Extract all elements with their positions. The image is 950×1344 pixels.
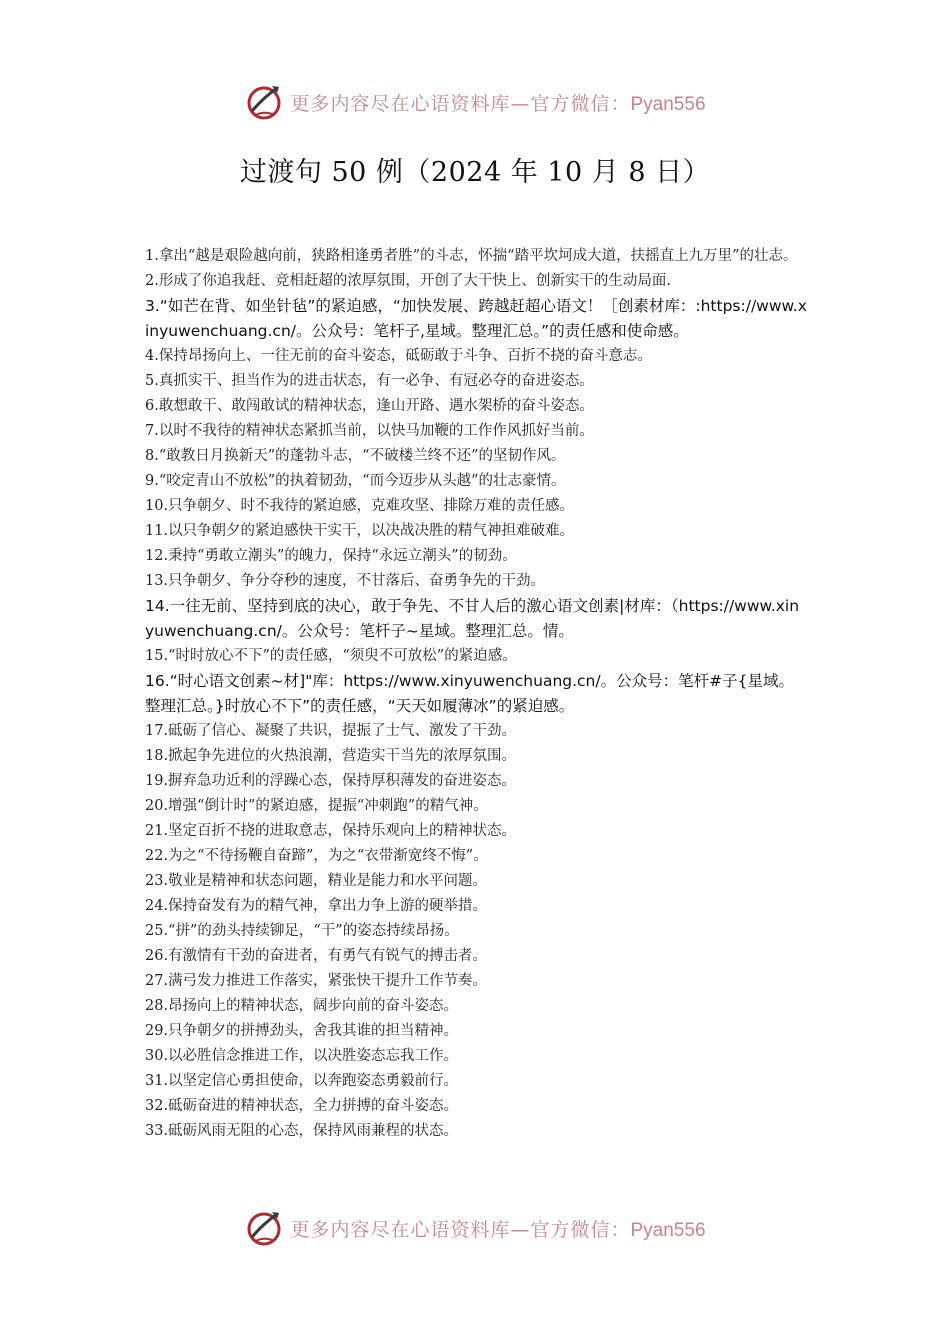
list-item: 5.真抓实干、担当作为的进击状态，有一必争、有冠必夺的奋进姿态。	[145, 373, 594, 389]
list-item: 8.“敢教日月换新天”的蓬勃斗志，“不破楼兰终不还”的坚韧作风。	[145, 448, 566, 464]
list-item: 16.“时心语文创素~材]"库：https://www.xinyuwenchuang.cn/。公众号：笔杆#子{星域。整理汇总。}时放心不下”的责任感，“天天如履薄冰”的紧迫感。	[145, 672, 794, 715]
list-item: 3.“如芒在背、如坐针毡”的紧迫感，“加快发展、跨越赶超心语文！［创素材库：:https://www.xinyuwenchuang.cn/。公众号：笔杆子,星域。整理汇总。”的责任感和使命感。	[145, 297, 807, 340]
wechat-id: Pyan556	[630, 93, 706, 115]
banner-text: 更多内容尽在心语资料库—官方微信：Pyan556	[290, 92, 706, 115]
list-item: 11.以只争朝夕的紧迫感快干实干，以决战决胜的精气神担难破难。	[145, 523, 575, 539]
list-item: 17.砥砺了信心、凝聚了共识，提振了士气、激发了干劲。	[145, 723, 517, 739]
list-item: 22.为之“不待扬鞭自奋蹄”，为之“衣带渐宽终不悔”。	[145, 848, 488, 864]
footer-banner	[0, 1206, 950, 1250]
list-item: 32.砥砺奋进的精神状态，全力拼搏的奋斗姿态。	[145, 1098, 459, 1114]
list-item: 30.以必胜信念推进工作，以决胜姿态忘我工作。	[145, 1048, 459, 1064]
list-item: 25.“拼”的劲头持续铆足，“干”的姿态持续昂扬。	[145, 923, 459, 939]
wechat-id: Pyan556	[630, 1219, 706, 1241]
list-item: 10.只争朝夕、时不我待的紧迫感，克难攻坚、排除万难的责任感。	[145, 498, 575, 514]
brand-logo-icon	[244, 1208, 284, 1248]
list-item: 33.砥砺风雨无阻的心态，保持风雨兼程的状态。	[145, 1123, 459, 1139]
list-item: 1.拿出“越是艰险越向前，狭路相逢勇者胜”的斗志，怀揣“踏平坎坷成大道，扶摇直上九万里”的壮志。	[145, 248, 798, 264]
header-banner	[0, 80, 950, 124]
list-item: 26.有激情有干劲的奋进者，有勇气有锐气的搏击者。	[145, 948, 488, 964]
list-item: 4.保持昂扬向上、一往无前的奋斗姿态，砥砺敢于斗争、百折不挠的奋斗意志。	[145, 348, 652, 364]
list-item: 28.昂扬向上的精神状态，阔步向前的奋斗姿态。	[145, 998, 459, 1014]
list-item: 31.以坚定信心勇担使命，以奔跑姿态勇毅前行。	[145, 1073, 459, 1089]
list-item: 14.一往无前、坚持到底的决心，敢于争先、不甘人后的激心语文创素|材库：（https://www.xinyuwenchuang.cn/。公众号：笔杆子~星域。整理汇总。情。	[145, 597, 800, 640]
page-title: 过渡句 50 例（2024 年 10 月 8 日）	[239, 157, 711, 188]
list-item: 27.满弓发力推进工作落实，紧张快干提升工作节奏。	[145, 973, 488, 989]
list-item: 23.敬业是精神和状态问题，精业是能力和水平问题。	[145, 873, 488, 889]
list-item: 12.秉持“勇敢立潮头”的魄力，保持“永远立潮头”的韧劲。	[145, 548, 517, 564]
list-item: 9.“咬定青山不放松”的执着韧劲，“而今迈步从头越”的壮志豪情。	[145, 473, 566, 489]
list-item: 15.“时时放心不下”的责任感，“须臾不可放松”的紧迫感。	[145, 648, 517, 664]
brand-logo-icon	[244, 82, 284, 122]
list-item: 20.增强“倒计时”的紧迫感，提振“冲刺跑”的精气神。	[145, 798, 488, 814]
banner-text: 更多内容尽在心语资料库—官方微信：Pyan556	[290, 1218, 706, 1241]
list-item: 2.形成了你追我赶、竞相赶超的浓厚氛围，开创了大干快上、创新实干的生动局面.	[145, 273, 671, 289]
list-item: 13.只争朝夕、争分夺秒的速度，不甘落后、奋勇争先的干劲。	[145, 573, 546, 589]
list-item: 29.只争朝夕的拼搏劲头，舍我其谁的担当精神。	[145, 1023, 459, 1039]
document-body	[145, 244, 807, 1144]
list-item: 24.保持奋发有为的精气神，拿出力争上游的硬举措。	[145, 898, 488, 914]
list-item: 6.敢想敢干、敢闯敢试的精神状态，逢山开路、遇水架桥的奋斗姿态。	[145, 398, 594, 414]
list-item: 18.掀起争先进位的火热浪潮，营造实干当先的浓厚氛围。	[145, 748, 517, 764]
list-item: 19.摒弃急功近利的浮躁心态，保持厚积薄发的奋进姿态。	[145, 773, 517, 789]
list-item: 21.坚定百折不挠的进取意志，保持乐观向上的精神状态。	[145, 823, 517, 839]
list-item: 7.以时不我待的精神状态紧抓当前，以快马加鞭的工作作风抓好当前。	[145, 423, 594, 439]
